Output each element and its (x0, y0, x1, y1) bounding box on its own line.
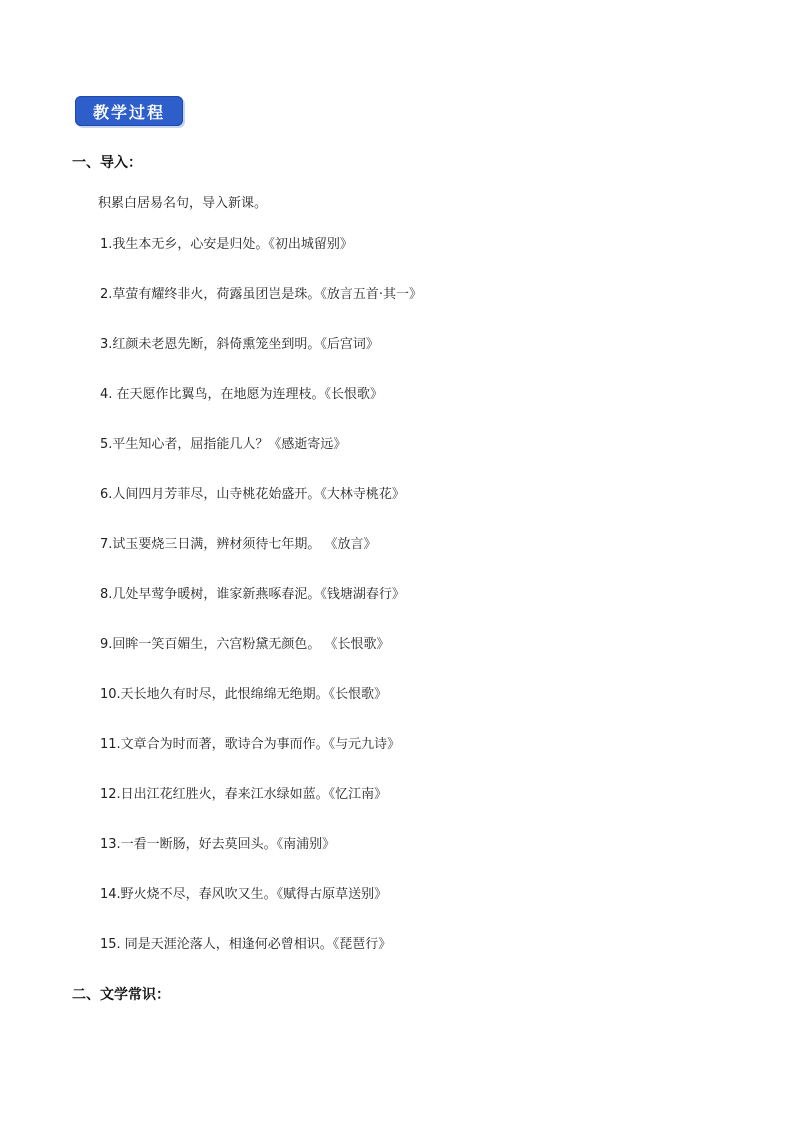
list-item: 3.红颜未老恩先断，斜倚熏笼坐到明。《后宫词》 (100, 337, 379, 352)
intro-text: 积累白居易名句，导入新课。 (98, 196, 268, 211)
list-item: 4. 在天愿作比翼鸟，在地愿为连理枝。《长恨歌》 (100, 387, 384, 402)
list-item: 13.一看一断肠，好去莫回头。《南浦别》 (100, 837, 336, 852)
list-item: 6.人间四月芳菲尽，山寺桃花始盛开。《大林寺桃花》 (100, 487, 405, 502)
quote-list (100, 236, 422, 986)
list-item: 8.几处早莺争暖树，谁家新燕啄春泥。《钱塘湖春行》 (100, 587, 405, 602)
badge-label: 教学过程 (92, 102, 165, 122)
section-heading-literature: 二、文学常识： (72, 987, 170, 1003)
list-item: 15. 同是天涯沦落人，相逢何必曾相识。《琵琶行》 (100, 937, 392, 952)
list-item: 10.天长地久有时尽，此恨绵绵无绝期。《长恨歌》 (100, 687, 388, 702)
list-item: 1.我生本无乡，心安是归处。《初出城留别》 (100, 237, 353, 252)
list-item: 14.野火烧不尽，春风吹又生。《赋得古原草送别》 (100, 887, 388, 902)
section-heading-intro: 一、导入： (72, 155, 142, 171)
list-item: 12.日出江花红胜火，春来江水绿如蓝。《忆江南》 (100, 787, 388, 802)
list-item: 7.试玉要烧三日满，辨材须待七年期。 《放言》 (100, 537, 377, 552)
list-item: 2.草萤有耀终非火，荷露虽团岂是珠。《放言五首·其一》 (100, 287, 423, 302)
list-item: 11.文章合为时而著，歌诗合为事而作。《与元九诗》 (100, 737, 401, 752)
section-badge (75, 96, 183, 126)
list-item: 9.回眸一笑百媚生，六宫粉黛无颜色。 《长恨歌》 (100, 637, 390, 652)
list-item: 5.平生知心者，屈指能几人？《感逝寄远》 (100, 437, 347, 452)
